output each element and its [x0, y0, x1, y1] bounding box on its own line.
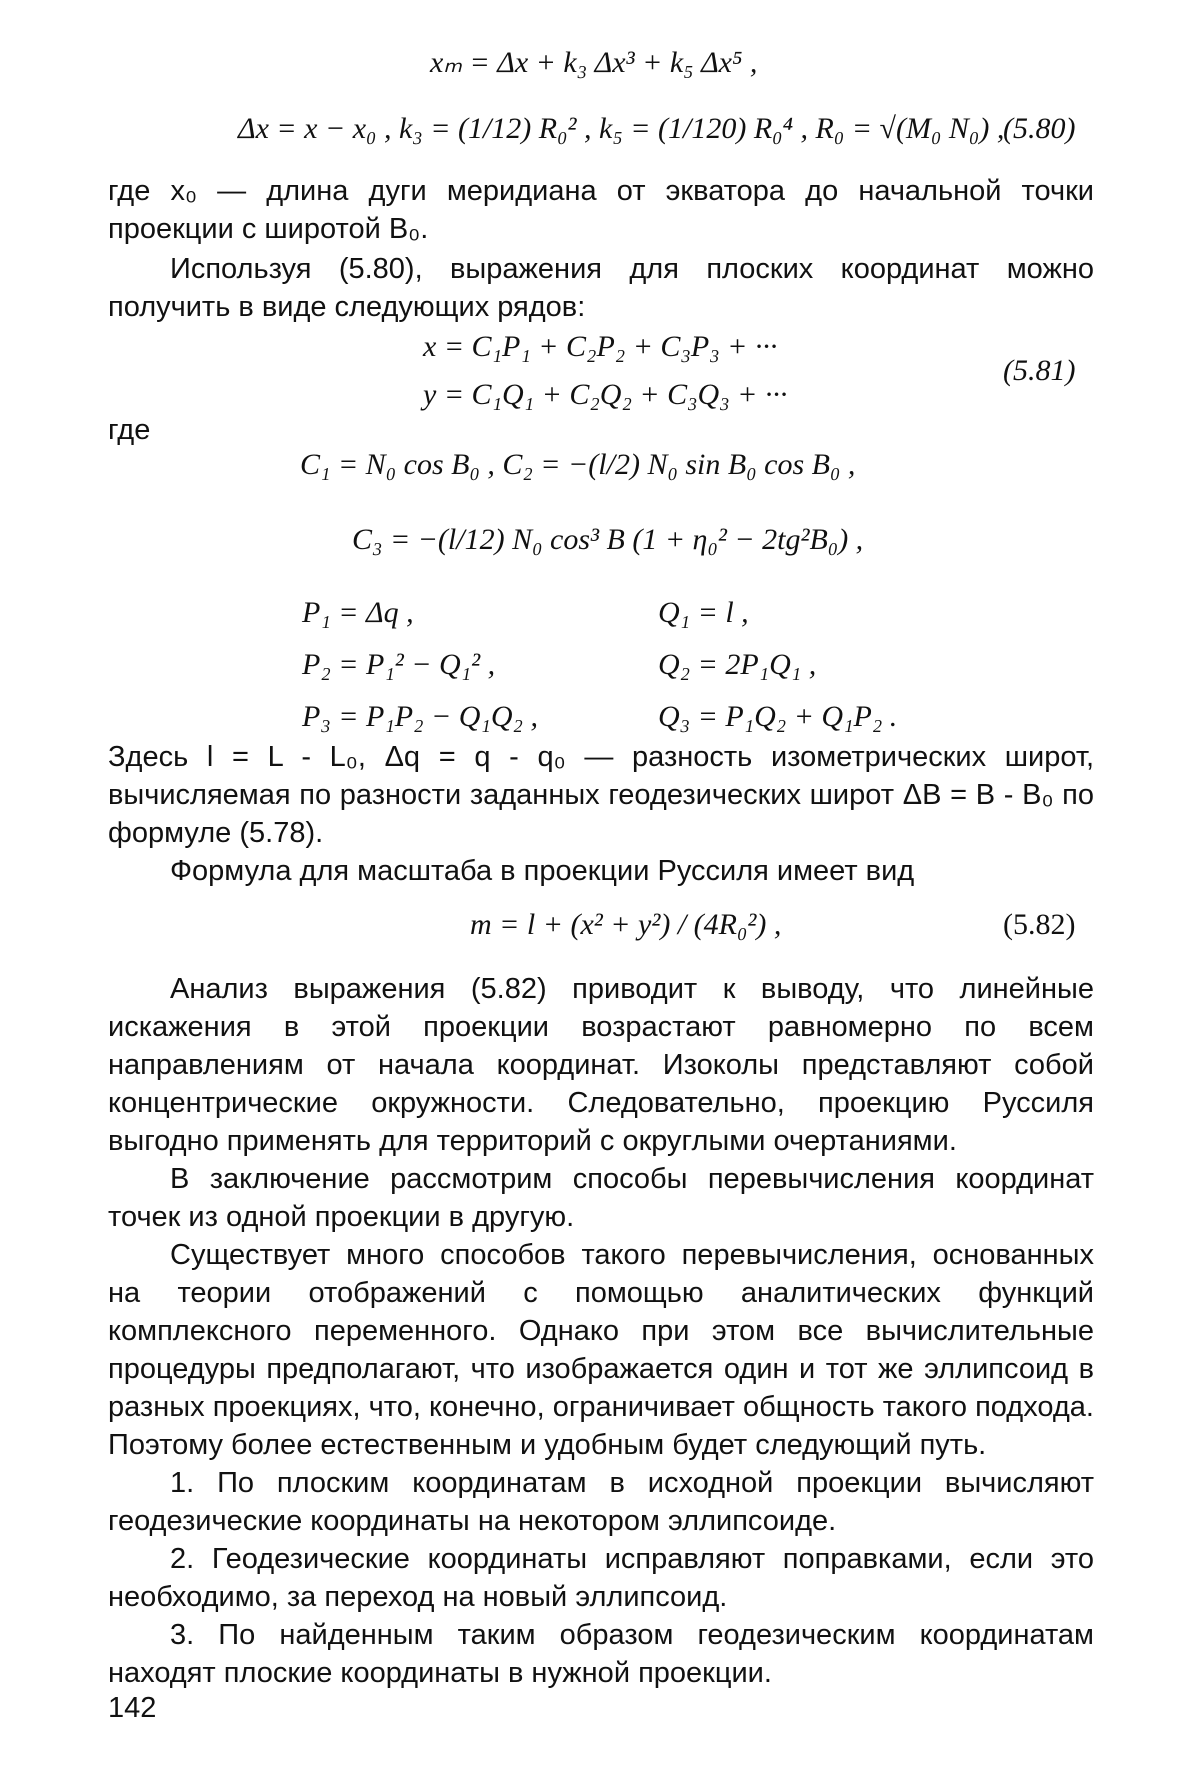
- formula-p3: P₃ = P₁P₂ − Q₁Q₂ ,: [302, 700, 538, 733]
- formula-5-82: m = l + (x² + y²) / (4R₀²) ,: [470, 908, 782, 941]
- formula-5-81-y: y = C₁Q₁ + C₂Q₂ + C₃Q₃ + ···: [423, 378, 788, 411]
- formula-p2: P₂ = P₁² − Q₁² ,: [302, 648, 496, 681]
- where-label: где: [108, 414, 151, 446]
- paragraph-analysis-5-82: Анализ выражения (5.82) приводит к выводу, что линейные искажения в этой проекции возрастают равномерно по всем направлениям от начала координат. Изоколы представляют собой концентрические окружности. Следовательно, проекцию Руссиля выгодно применять для территорий с округлыми очертаниями.: [108, 973, 1094, 1157]
- formula-q3: Q₃ = P₁Q₂ + Q₁P₂ .: [658, 700, 898, 733]
- paragraph-scale-formula-intro: Формула для масштаба в проекции Руссиля имеет вид: [170, 855, 915, 887]
- list-step-2: 2. Геодезические координаты исправляют поправками, если это необходимо, за переход на новый эллипсоид.: [108, 1543, 1094, 1613]
- paragraph-transformation-methods: Существует много способов такого перевычисления, основанных на теории отображений с помощью аналитических функций комплексного переменного. Однако при этом все вычислительные процедуры предполагают, что изображается один и тот же эллипсоид в разных проекциях, что, конечно, ограничивает общность такого подхода. Поэтому более естественным и удобным будет следующий путь.: [108, 1239, 1094, 1461]
- formula-c1-c2: C₁ = N₀ cos B₀ , C₂ = −(l/2) N₀ sin B₀ cos B₀ ,: [300, 448, 856, 481]
- page-number: 142: [108, 1692, 157, 1724]
- formula-q1: Q₁ = l ,: [658, 596, 749, 629]
- formula-q2: Q₂ = 2P₁Q₁ ,: [658, 648, 817, 681]
- paragraph-using-5-80: Используя (5.80), выражения для плоских координат можно получить в виде следующих рядов:: [108, 253, 1094, 323]
- equation-number-5-82: (5.82): [1003, 908, 1076, 941]
- equation-number-5-81: (5.81): [1003, 354, 1076, 387]
- formula-p1: P₁ = Δq ,: [302, 596, 414, 629]
- formula-5-80-line2: Δx = x − x₀ , k₃ = (1/12) R₀² , k₅ = (1/120) R₀⁴ , R₀ = √(M₀ N₀) ,: [238, 112, 1005, 145]
- paragraph-conclusion-intro: В заключение рассмотрим способы перевычисления координат точек из одной проекции в другую.: [108, 1163, 1094, 1233]
- paragraph-here-l-definition: Здесь l = L - L₀, Δq = q - q₀ — разность изометрических широт, вычисляемая по разности заданных геодезических широт ΔB = B - B₀ по формуле (5.78).: [108, 741, 1094, 849]
- list-step-1: 1. По плоским координатам в исходной проекции вычисляют геодезические координаты на некотором эллипсоиде.: [108, 1467, 1094, 1537]
- formula-5-81-x: x = C₁P₁ + C₂P₂ + C₃P₃ + ···: [423, 330, 778, 363]
- equation-number-5-80: (5.80): [1003, 112, 1076, 145]
- paragraph-x0-definition: где x₀ — длина дуги меридиана от экватора до начальной точки проекции с широтой B₀.: [108, 175, 1094, 245]
- formula-5-80-line1: xₘ = Δx + k₃ Δx³ + k₅ Δx⁵ ,: [430, 46, 758, 79]
- list-step-3: 3. По найденным таким образом геодезическим координатам находят плоские координаты в нужной проекции.: [108, 1619, 1094, 1689]
- formula-c3: C₃ = −(l/12) N₀ cos³ B (1 + η₀² − 2tg²B₀) ,: [352, 523, 864, 556]
